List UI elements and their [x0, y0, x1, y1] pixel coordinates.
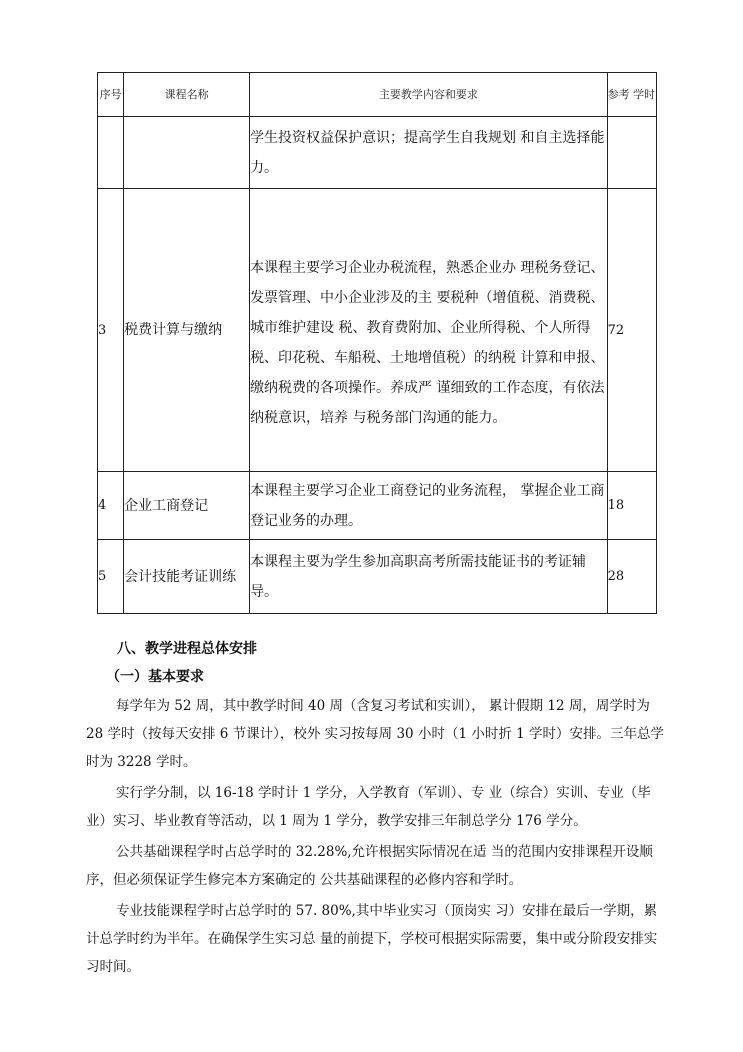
row-content: 学生投资权益保护意识；提高学生自我规划 和自主选择能力。	[250, 117, 608, 189]
table-row	[98, 472, 657, 540]
header-no: 序号	[98, 73, 124, 117]
row-hours	[607, 117, 656, 189]
row-hours: 18	[607, 472, 656, 540]
row-content: 本课程主要学习企业办税流程，熟悉企业办 理税务登记、发票管理、中小企业涉及的主 要税种（增值税、消费税、城市维护建设 税、教育费附加、企业所得税、个人所得 税、印花税、车船税、土地增值税）的纳税 计算和申报、缴纳税费的各项操作。养成严 谨细致的工作态度，有依法纳税意识，培养 与税务部门沟通的能力。	[250, 189, 608, 472]
header-hours: 参考 学时	[607, 73, 656, 117]
paragraph: 公共基础课程学时占总学时的 32.28%,允许根据实际情况在适 当的范围内安排课程开设顺序，但必须保证学生修完本方案确定的 公共基础课程的必修内容和学时。	[86, 844, 653, 888]
table-row	[98, 189, 657, 472]
row-content: 本课程主要为学生参加高职高考所需技能证书的考证辅导。	[250, 540, 608, 614]
row-course-name: 企业工商登记	[124, 472, 250, 540]
paragraph: 实行学分制，以 16-18 学时计 1 学分，入学教育（军训）、专 业（综合）实训、专业（毕业）实习、毕业教育等活动，以 1 周为 1 学分，教学安排三年制总学分 176 学分。	[86, 785, 651, 829]
table-row	[98, 117, 657, 189]
header-course-name: 课程名称	[124, 73, 250, 117]
row-course-name: 会计技能考证训练	[124, 540, 250, 614]
row-content: 本课程主要学习企业工商登记的业务流程， 掌握企业工商登记业务的办理。	[250, 472, 608, 540]
row-no: 4	[98, 472, 124, 540]
course-table	[97, 72, 657, 614]
section-subheading: （一）基本要求	[106, 669, 204, 685]
paragraph: 专业技能课程学时占总学时的 57. 80%,其中毕业实习（顶岗实 习）安排在最后一学期，累计总学时约为半年。在确保学生实习总 量的前提下，学校可根据实际需要，集中或分阶段安排实习时间。	[86, 903, 658, 975]
row-hours: 28	[607, 540, 656, 614]
body-text	[86, 692, 666, 981]
row-hours: 72	[607, 189, 656, 472]
header-content: 主要教学内容和要求	[250, 73, 608, 117]
row-course-name: 税费计算与缴纳	[124, 189, 250, 472]
table-row	[98, 540, 657, 614]
row-course-name	[124, 117, 250, 189]
row-no: 3	[98, 189, 124, 472]
table-header-row	[98, 73, 657, 117]
section-heading: 八、教学进程总体安排	[117, 641, 257, 657]
row-no	[98, 117, 124, 189]
row-no: 5	[98, 540, 124, 614]
paragraph: 每学年为 52 周，其中教学时间 40 周（含复习考试和实训）， 累计假期 12 周，周学时为 28 学时（按每天安排 6 节课计），校外 实习按每周 30 小时（1 小时折 1 学时）安排。三年总学时为 3228 学时。	[86, 698, 664, 770]
